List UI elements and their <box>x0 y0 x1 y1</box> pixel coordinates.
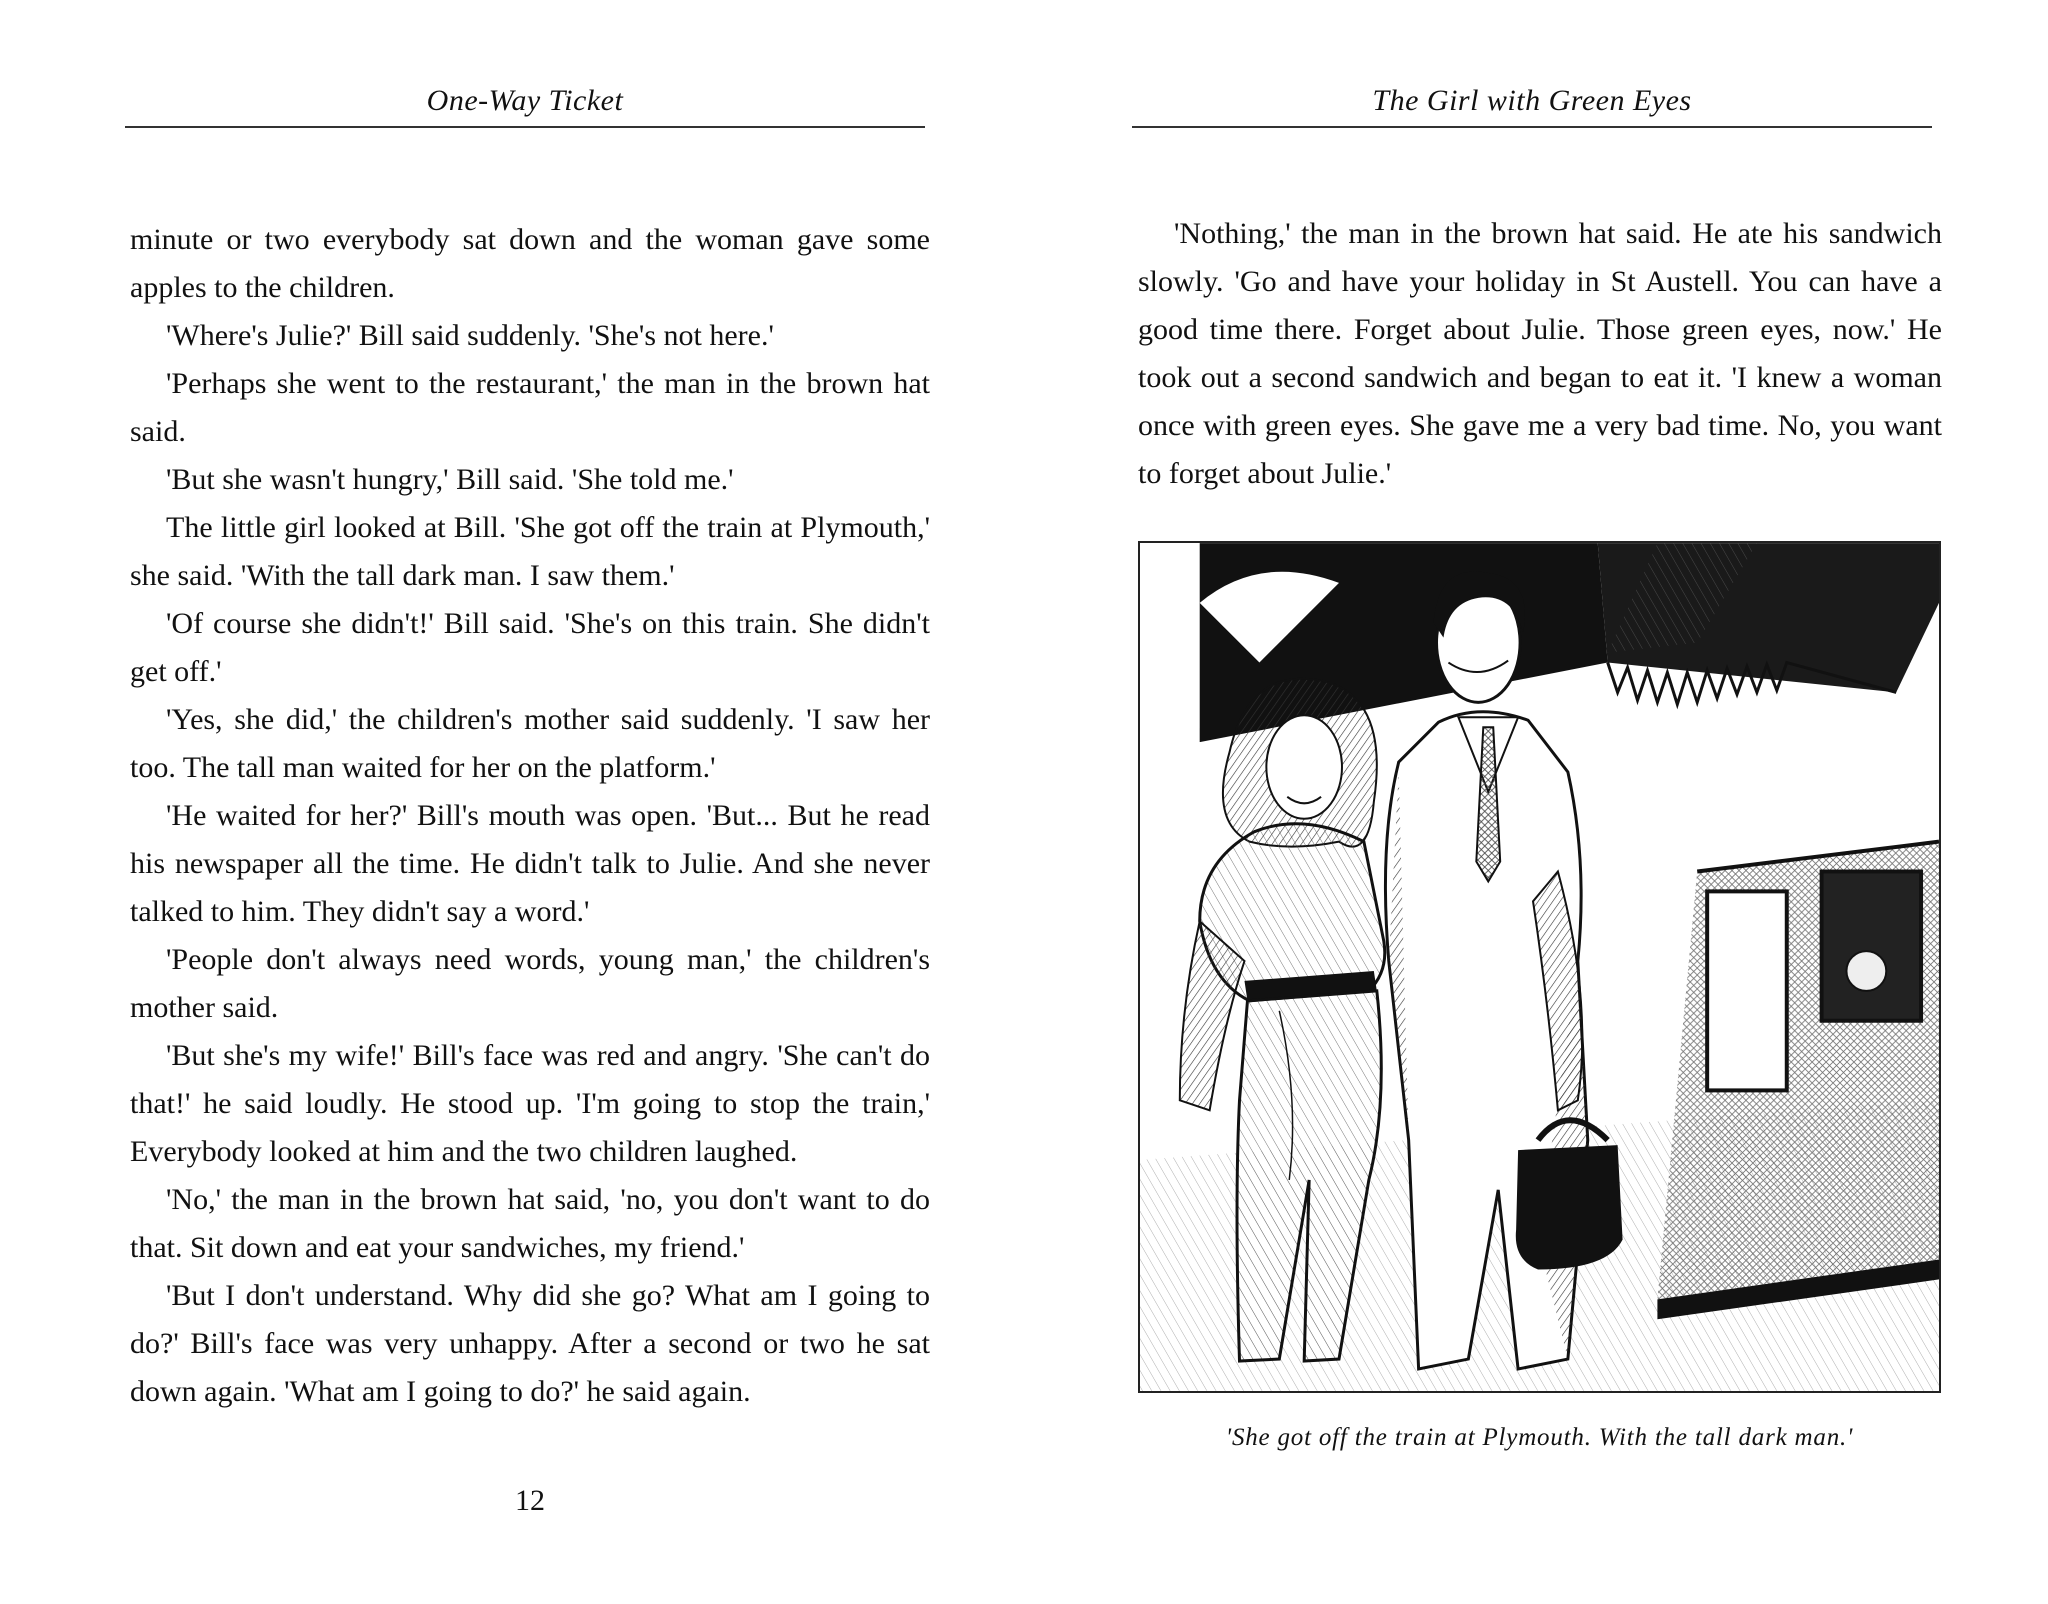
paragraph: 'But I don't understand. Why did she go? What am I going to do?' Bill's face was very unhappy. After a second or two he sat down again. 'What am I going to do?' he said again. <box>130 1279 930 1408</box>
body-text-right <box>1138 210 1942 498</box>
paragraph: 'He waited for her?' Bill's mouth was open. 'But... But he read his newspaper all the time. He didn't talk to Julie. And she never talked to him. They didn't say a word.' <box>130 799 930 928</box>
paragraph: 'No,' the man in the brown hat said, 'no, you don't want to do that. Sit down and eat your sandwiches, my friend.' <box>130 1183 930 1264</box>
running-head-left: One-Way Ticket <box>426 84 624 117</box>
running-head-right: The Girl with Green Eyes <box>1372 84 1692 117</box>
illustration <box>1138 541 1941 1393</box>
right-page <box>1024 0 2048 1604</box>
header-rule-left <box>125 126 925 128</box>
paragraph: 'Nothing,' the man in the brown hat said. He ate his sandwich slowly. 'Go and have your holiday in St Austell. You can have a good time there. Forget about Julie. Those green eyes, now.' He took out a second sandwich and began to eat it. 'I knew a woman once with green eyes. She gave me a very bad time. No, you want to forget about Julie.' <box>1138 217 1942 490</box>
page-number: 12 <box>515 1484 545 1517</box>
header-rule-right <box>1132 126 1932 128</box>
paragraph: 'Where's Julie?' Bill said suddenly. 'She's not here.' <box>166 319 774 352</box>
paragraph: 'People don't always need words, young man,' the children's mother said. <box>130 943 930 1024</box>
figure-caption: 'She got off the train at Plymouth. With the tall dark man.' <box>1225 1424 1854 1451</box>
paragraph: 'But she's my wife!' Bill's face was red and angry. 'She can't do that!' he said loudly. He stood up. 'I'm going to stop the train,' Everybody looked at him and the two children laughed. <box>130 1039 930 1168</box>
paragraph: minute or two everybody sat down and the woman gave some apples to the children. <box>130 223 930 304</box>
paragraph: 'Yes, she did,' the children's mother said suddenly. 'I saw her too. The tall man waited for her on the platform.' <box>130 703 930 784</box>
paragraph: The little girl looked at Bill. 'She got off the train at Plymouth,' she said. 'With the tall dark man. I saw them.' <box>130 511 930 592</box>
paragraph: 'Perhaps she went to the restaurant,' the man in the brown hat said. <box>130 367 930 448</box>
illustration-drawing <box>1140 543 1939 1391</box>
paragraph: 'Of course she didn't!' Bill said. 'She's on this train. She didn't get off.' <box>130 607 930 688</box>
body-text-left <box>130 216 930 1416</box>
paragraph: 'But she wasn't hungry,' Bill said. 'She told me.' <box>166 463 734 496</box>
